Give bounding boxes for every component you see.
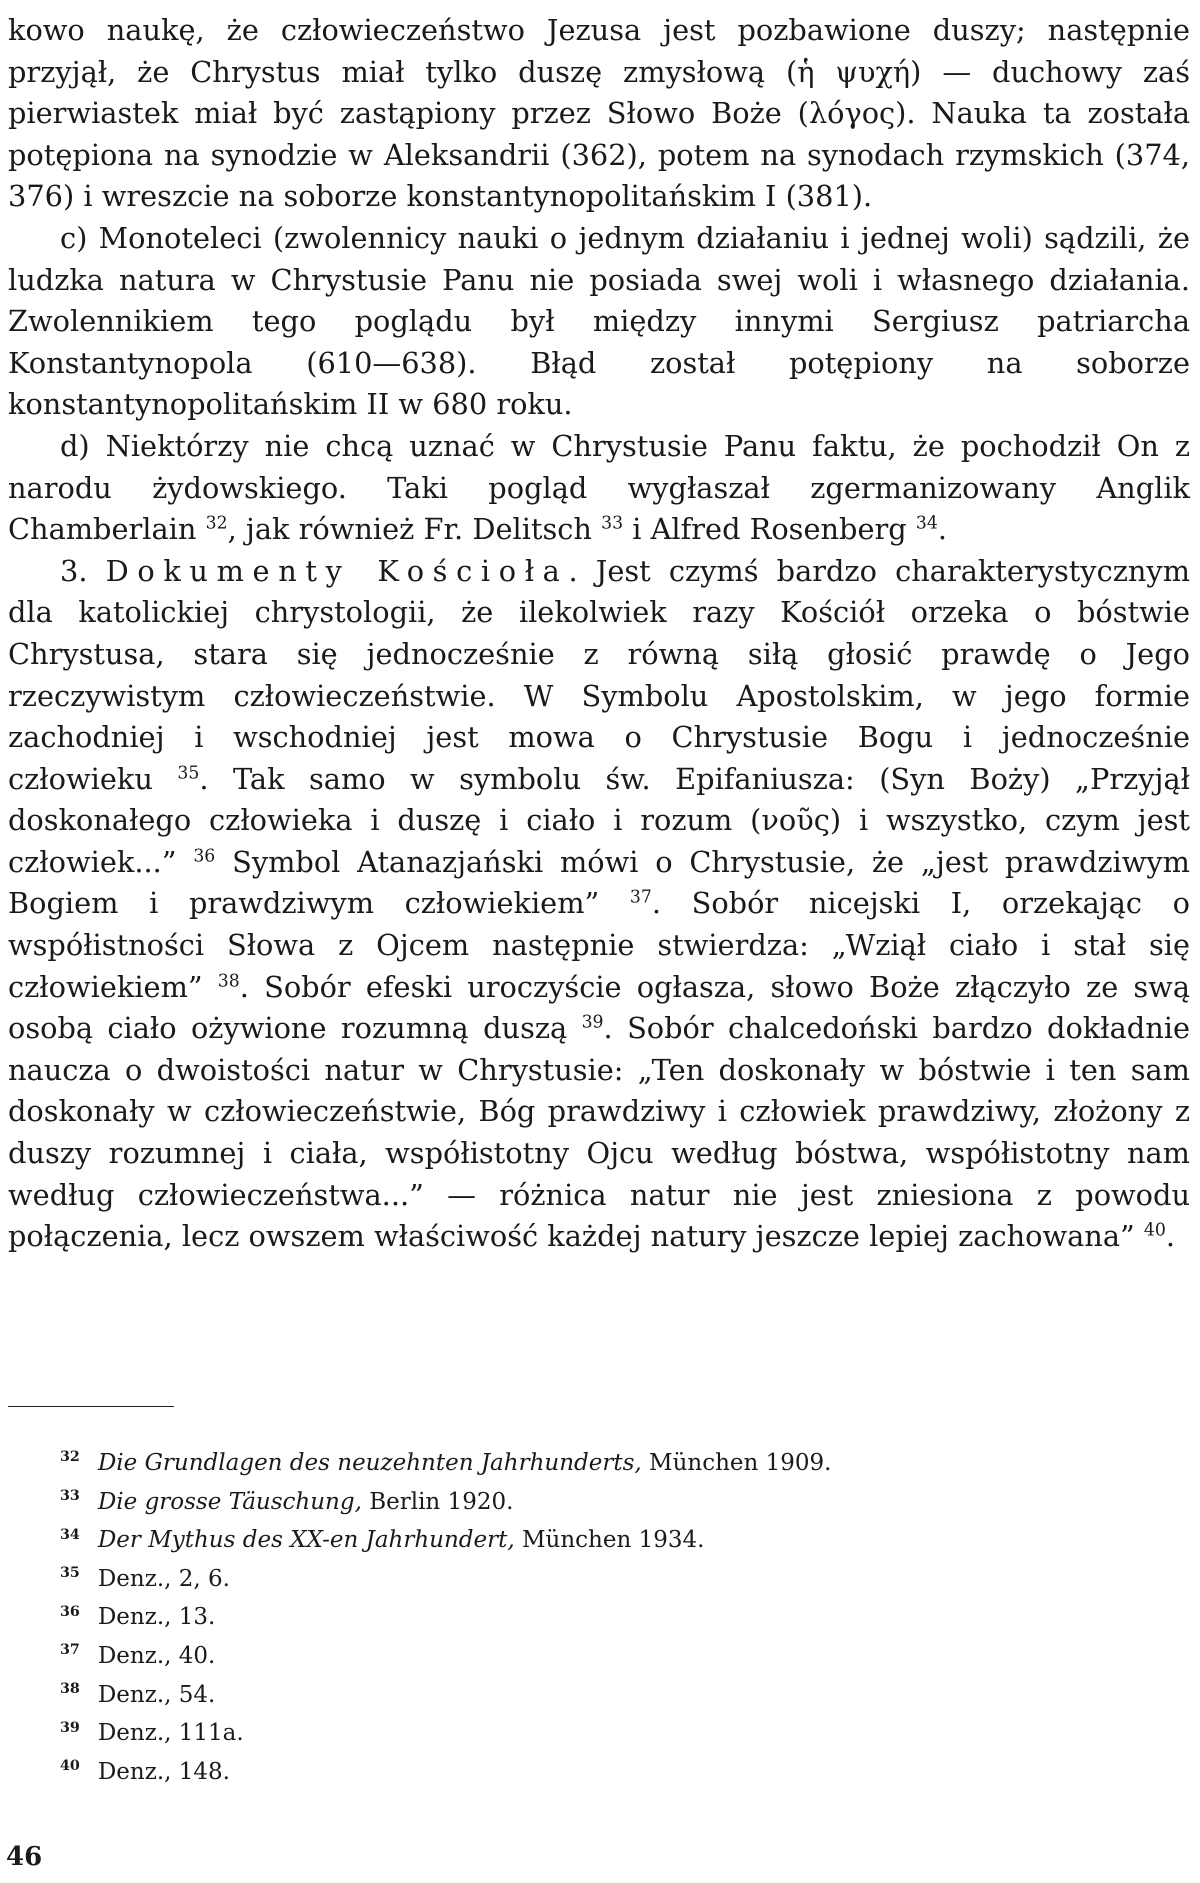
footnote-number: 38 [60,1680,80,1697]
paragraph-text: . [1165,1219,1176,1254]
footnote-text: München 1934. [514,1527,705,1554]
paragraph-text: . Tak samo w symbolu św. Epifaniusza: (Syn Boży) „Przyjął doskonałego człowieka i duszę i ciało i rozum (νοῦς) i wszystko, czym jest człowiek...” [8,761,1190,879]
footnote-number: 36 [60,1603,80,1620]
footnote-number: 35 [60,1565,80,1582]
paragraph-text: . Sobór efeski uroczyście ogłasza, słowo Boże złączyło ze swą osobą ciało ożywione rozumną duszą [8,969,1190,1046]
footnote-ref-34: 34 [915,513,938,534]
footnote-title: Die Grundlagen des neuzehnten Jahrhunderts, [97,1450,642,1476]
paragraph-text: . Jest czymś bardzo charakterystycznym dla katolickiej chrystologii, że ilekolwiek razy Kościół orzeka o bóstwie Chrystusa, stara się jednocześnie z równą siłą głosić prawdę o Jego rzeczywistym człowieczeństwie. W Symbolu Apostolskim, w jego formie zachodniej i wschodniej jest mowa o Chrystusie Bogu i jednocześnie człowieku [8,553,1190,796]
paragraph-text: Symbol Atanazjański mówi o Chrystusie, że „jest prawdziwym Bogiem i prawdziwym człowiekiem” [8,844,1190,921]
paragraph-text: . Sobór nicejski I, orzekając o współistności Słowa z Ojcem następnie stwierdza: „Wziął ciało i stał się człowiekiem” [8,886,1190,1004]
main-text [8,10,1190,1258]
footnote-title: Die grosse Täuschung, [97,1488,362,1515]
footnote-ref-32: 32 [205,513,228,534]
footnote-text: Denz., 40. [97,1642,216,1669]
footnote-ref-37: 37 [629,887,652,908]
footnote-number: 34 [60,1526,80,1543]
section-heading: Dokumenty Kościoła [105,553,569,588]
footnote-text: Denz., 111a. [97,1720,244,1747]
footnote-ref-33: 33 [601,513,624,534]
page-number: 46 [6,1842,43,1872]
paragraph-1: kowo naukę, że człowieczeństwo Jezusa jest pozbawione duszy; następnie przyjął, że Chrystus miał tylko duszę zmysłową (ἡ ψυχή) — duchowy zaś pierwiastek miał być zastąpiony przez Słowo Boże (λόγος). Nauka ta została potępiona na synodzie w Aleksandrii (362), potem na synodach rzymskich (374, 376) i wreszcie na soborze konstantynopolitańskim I (381). [8,13,1190,214]
paragraph-text: i Alfred Rosenberg [623,512,907,547]
footnote [60,1714,1160,1753]
paragraph-text: . [937,512,948,547]
footnote-ref-35: 35 [177,763,200,784]
footnote-text: München 1909. [641,1450,832,1476]
paragraph-dokumenty [8,551,1190,1258]
footnote-number: 32 [60,1449,80,1466]
section-number: 3. [60,553,106,588]
footnote [60,1753,1160,1792]
footnote-ref-40: 40 [1143,1220,1166,1241]
footnote [60,1560,1160,1599]
paragraph-niektorzy [8,426,1190,551]
paragraph-monoteleci: c) Monoteleci (zwolennicy nauki o jednym działaniu i jednej woli) sądzili, że ludzka natura w Chrystusie Panu nie posiada swej woli i własnego działania. Zwolennikiem tego poglądu był między innymi Sergiusz patriarcha Konstantynopola (610—638). Błąd został potępiony na soborze konstantynopolitańskim II w 680 roku. [8,220,1190,422]
footnote-ref-36: 36 [193,846,216,867]
footnote-divider [8,1406,174,1407]
footnote-text: Berlin 1920. [361,1488,514,1515]
footnote-number: 33 [60,1487,80,1504]
paragraph-text: , jak również Fr. Delitsch [227,512,592,547]
footnote-ref-39: 39 [581,1012,604,1033]
footnote [60,1521,1160,1560]
footnote-text: Denz., 148. [97,1758,230,1785]
footnote-ref-38: 38 [217,971,240,992]
footnotes [60,1444,1160,1791]
footnote [60,1444,1160,1483]
footnote-number: 37 [60,1642,80,1659]
footnote [60,1637,1160,1676]
footnote [60,1598,1160,1637]
footnote-text: Denz., 54. [97,1681,216,1708]
footnote [60,1676,1160,1715]
footnote-text: Denz., 2, 6. [97,1565,230,1592]
footnote [60,1483,1160,1522]
footnote-text: Denz., 13. [97,1604,216,1631]
footnote-number: 40 [60,1758,80,1775]
footnote-title: Der Mythus des XX-en Jahrhundert, [97,1527,515,1554]
paragraph-text: d) Niektórzy nie chcą uznać w Chrystusie Panu faktu, że pochodził On z narodu żydowskiego. Taki pogląd wygłaszał zgermanizowany Anglik Chamberlain [8,428,1190,547]
footnote-number: 39 [60,1719,80,1736]
paragraph-text: . Sobór chalcedoński bardzo dokładnie naucza o dwoistości natur w Chrystusie: „Ten doskonały w bóstwie i ten sam doskonały w człowieczeństwie, Bóg prawdziwy i człowiek prawdziwy, złożony z duszy rozumnej i ciała, współistotny Ojcu według bóstwa, współistotny nam według człowieczeństwa...” — różnica natur nie jest zniesiona z powodu połączenia, lecz owszem właściwość każdej natury jeszcze lepiej zachowana” [8,1011,1190,1254]
